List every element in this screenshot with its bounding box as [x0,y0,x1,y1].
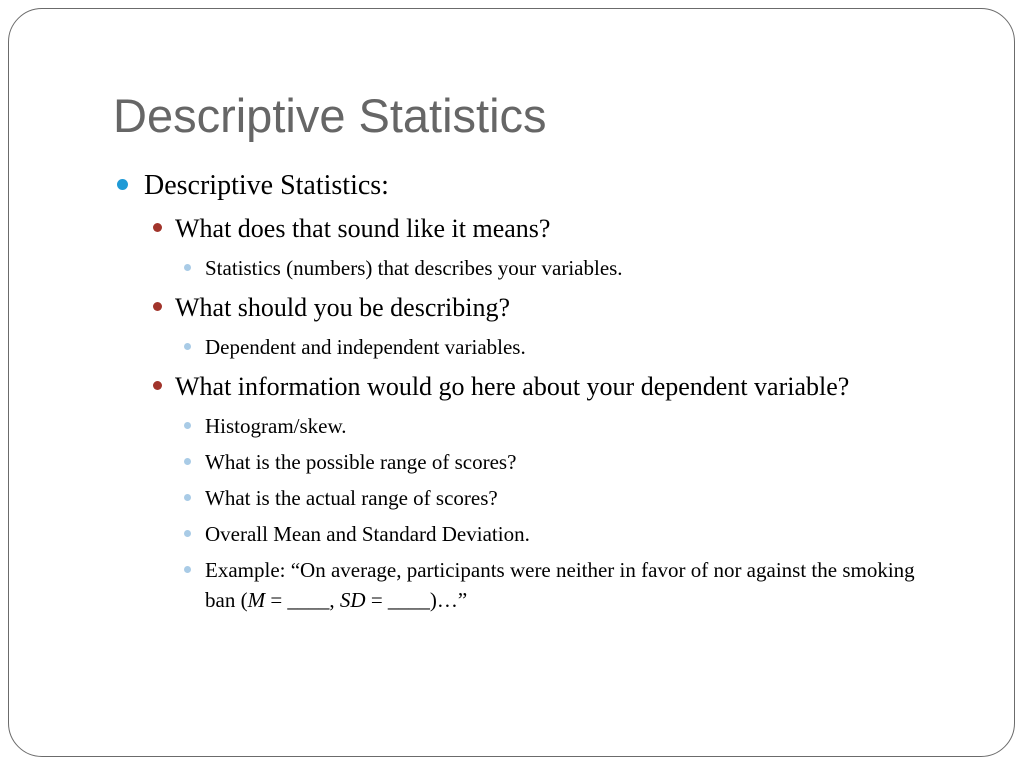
answer-text: What is the actual range of scores? [205,486,498,510]
question-text: What should you be describing? [175,293,511,322]
question-meaning [110,210,940,247]
answer-histogram [110,411,940,441]
bullet-dot-icon [184,494,191,501]
bullet-dot-icon [184,566,191,573]
question-text: What does that sound like it means? [175,214,551,243]
bullet-dot-icon [184,530,191,537]
answer-describing [110,332,940,362]
question-text: What information would go here about your dependent variable? [175,372,850,401]
bullet-text: Descriptive Statistics: [144,170,389,201]
sd-blank: = ____)…” [365,588,468,612]
bullet-descriptive-statistics [110,166,940,206]
mean-blank: = ____, [265,588,340,612]
example-text [205,558,915,612]
bullet-dot-icon [153,223,162,232]
bullet-dot-icon [184,422,191,429]
bullet-dot-icon [153,381,162,390]
bullet-dot-icon [117,179,128,190]
bullet-dot-icon [184,458,191,465]
question-dependent-variable [110,368,940,405]
answer-text: Dependent and independent variables. [205,335,526,359]
answer-text: What is the possible range of scores? [205,450,517,474]
answer-example [110,555,940,615]
slide-title: Descriptive Statistics [113,89,547,142]
answer-meaning [110,253,940,283]
sd-symbol: SD [339,588,366,612]
answer-text: Statistics (numbers) that describes your variables. [205,256,623,280]
answer-mean-sd [110,519,940,549]
slide-body [110,166,940,615]
bullet-dot-icon [184,343,191,350]
example-prefix: Example: “On average, participants were neither in favor of nor against the smoking ban ( [205,558,915,612]
answer-text: Overall Mean and Standard Deviation. [205,522,530,546]
bullet-dot-icon [184,264,191,271]
bullet-dot-icon [153,302,162,311]
answer-possible-range [110,447,940,477]
question-describing [110,289,940,326]
answer-actual-range [110,483,940,513]
answer-text: Histogram/skew. [205,414,347,438]
mean-symbol: M [247,588,266,612]
